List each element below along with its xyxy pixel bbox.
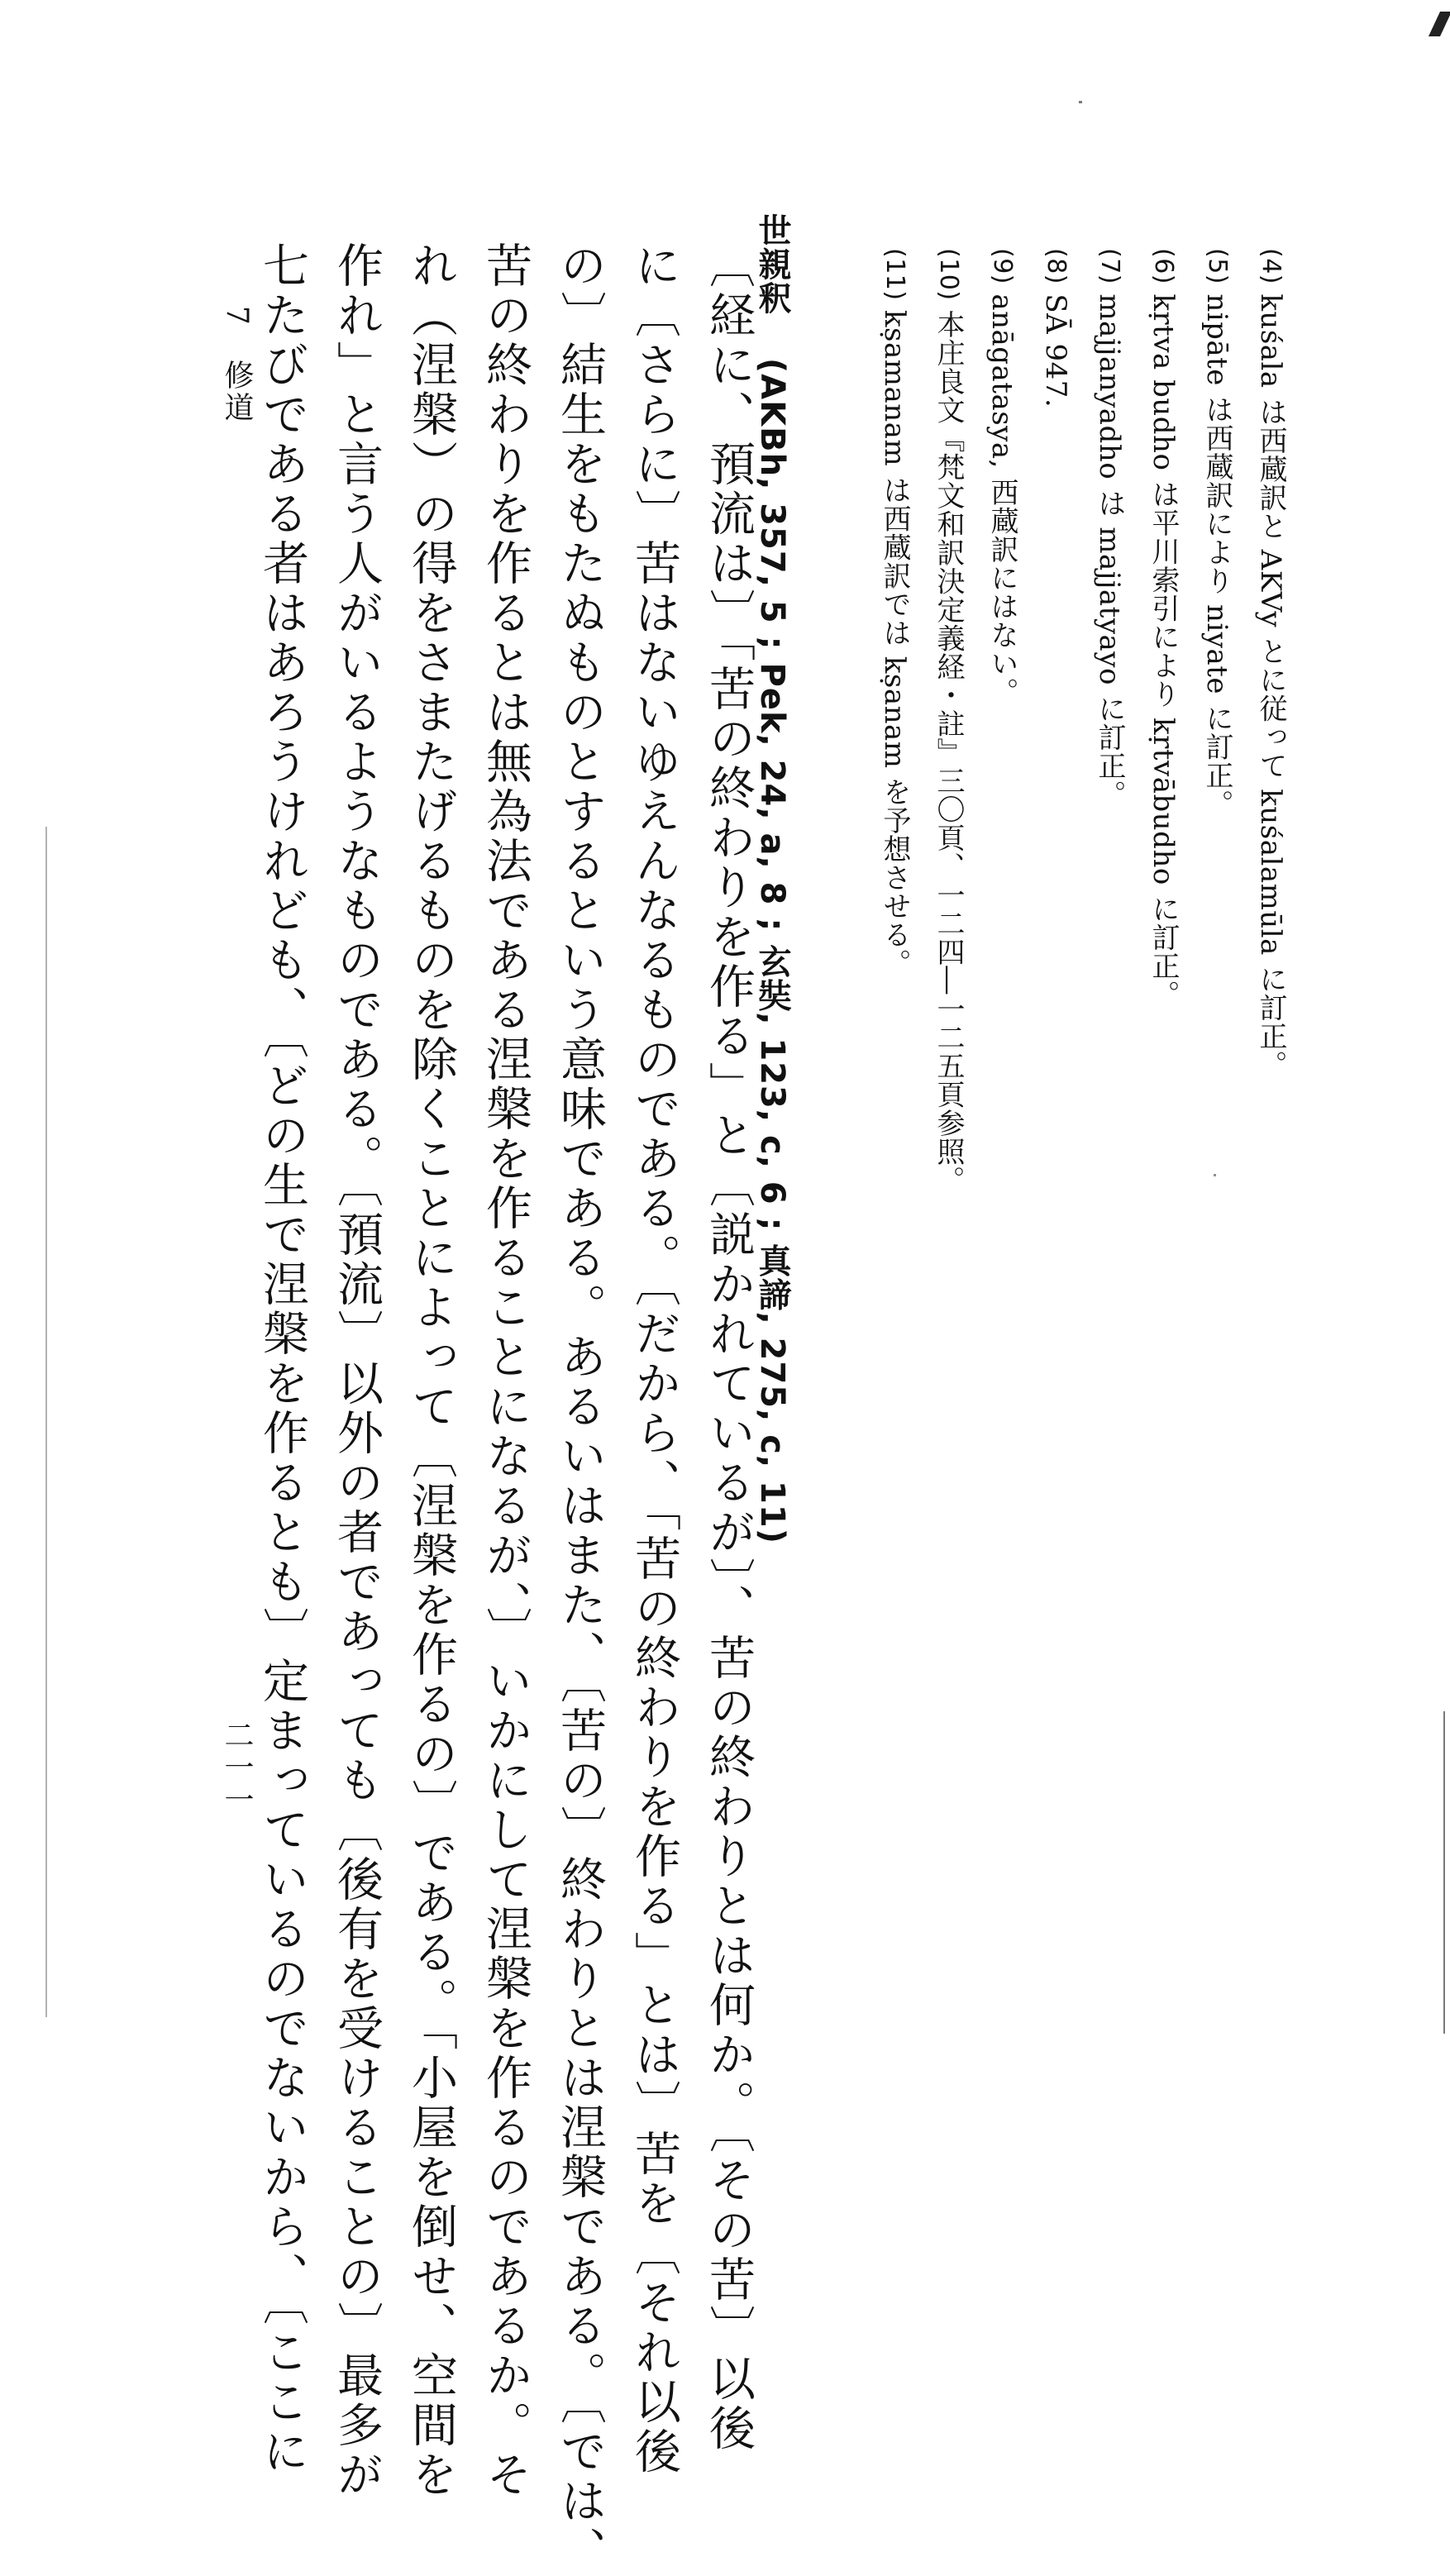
footnote-text: kṛtva budho は平川索引により kṛtvābudho に訂正。 xyxy=(1147,293,1180,1009)
footnote-text: SĀ 947. xyxy=(1039,293,1072,408)
footnote-number: (4) xyxy=(1257,248,1285,284)
heading-citation: (AKBh, 357, 5 ; Pek, 24, a, 8 ; 玄奘, 123, c, 6 ; 真諦, 275, c, 11) xyxy=(753,357,791,1545)
body-line: 七たびである者はあろうけれども、〔どの生で涅槃を作るとも〕定まっているのでないから、〔ここに xyxy=(255,241,309,2477)
footnote-number: (11) xyxy=(880,248,909,301)
footnote-text: 本庄良文『梵文和訳決定義経・註』三〇頁、一二四―一二五頁参照。 xyxy=(932,309,965,1195)
footnote-text: anāgatasya, 西蔵訳にはない。 xyxy=(985,293,1018,707)
footnote-number: (6) xyxy=(1149,248,1178,284)
footnote xyxy=(1200,248,1233,818)
scan-corner-mark xyxy=(1429,12,1450,36)
body-line: 〔経に、預流は〕「苦の終わりを作る」と〔説かれているが〕、苦の終わりとは何か。〔その苦〕以後 xyxy=(702,241,756,2454)
footnote-number: (7) xyxy=(1095,248,1124,284)
footnote-number: (8) xyxy=(1042,248,1071,284)
footnote xyxy=(985,248,1018,707)
page-number: 二一一 xyxy=(220,1720,254,1816)
chapter-label: 7 修道 xyxy=(220,306,254,424)
body-line: れ（涅槃）の得をさまたげるものを除くことによって〔涅槃を作るの〕である。「小屋を倒せ、空間を xyxy=(404,241,458,2500)
body-line: の〕結生をもたぬものとするという意味である。あるいはまた、〔苦の〕終わりとは涅槃である。〔では、 xyxy=(553,241,607,2576)
body-line: 作れ」と言う人がいるようなものである。〔預流〕以外の者であっても〔後有を受けることの〕最多が xyxy=(330,241,384,2500)
footnote-text: majjanyadho は majjatyayo に訂正。 xyxy=(1093,293,1126,809)
section-heading xyxy=(753,213,791,1545)
footnote-number: (9) xyxy=(988,248,1017,284)
heading-label: 世親釈 xyxy=(753,213,791,315)
scan-dot xyxy=(1214,1174,1216,1176)
footnote xyxy=(932,248,965,1195)
footnote-number: (10) xyxy=(934,248,963,301)
footnote-text: kuśala は西蔵訳と AKVy とに従って kuśalamūla に訂正。 xyxy=(1254,293,1287,1080)
footnote xyxy=(880,248,909,977)
footnote-number: (5) xyxy=(1203,248,1232,284)
body-line: 苦の終わりを作るとは無為法である涅槃を作ることになるが、〕いかにして涅槃を作るのであるか。そ xyxy=(479,241,532,2500)
scan-edge-line xyxy=(1443,1711,1445,2034)
footnote-text: nipāte は西蔵訳により niyate に訂正。 xyxy=(1200,293,1233,818)
footnote xyxy=(1039,248,1072,408)
scan-edge-line xyxy=(45,827,47,2017)
footnote xyxy=(1254,248,1287,1080)
scan-dot xyxy=(1079,101,1082,103)
footnote xyxy=(1093,248,1126,809)
footnote xyxy=(1147,248,1180,1009)
body-line: に〔さらに〕苦はないゆえんなるものである。〔だから、「苦の終わりを作る」とは〕苦を〔それ以後 xyxy=(627,241,681,2477)
footnote-text: kṣamanam は西蔵訳では kṣanam を予想させる。 xyxy=(878,309,911,978)
